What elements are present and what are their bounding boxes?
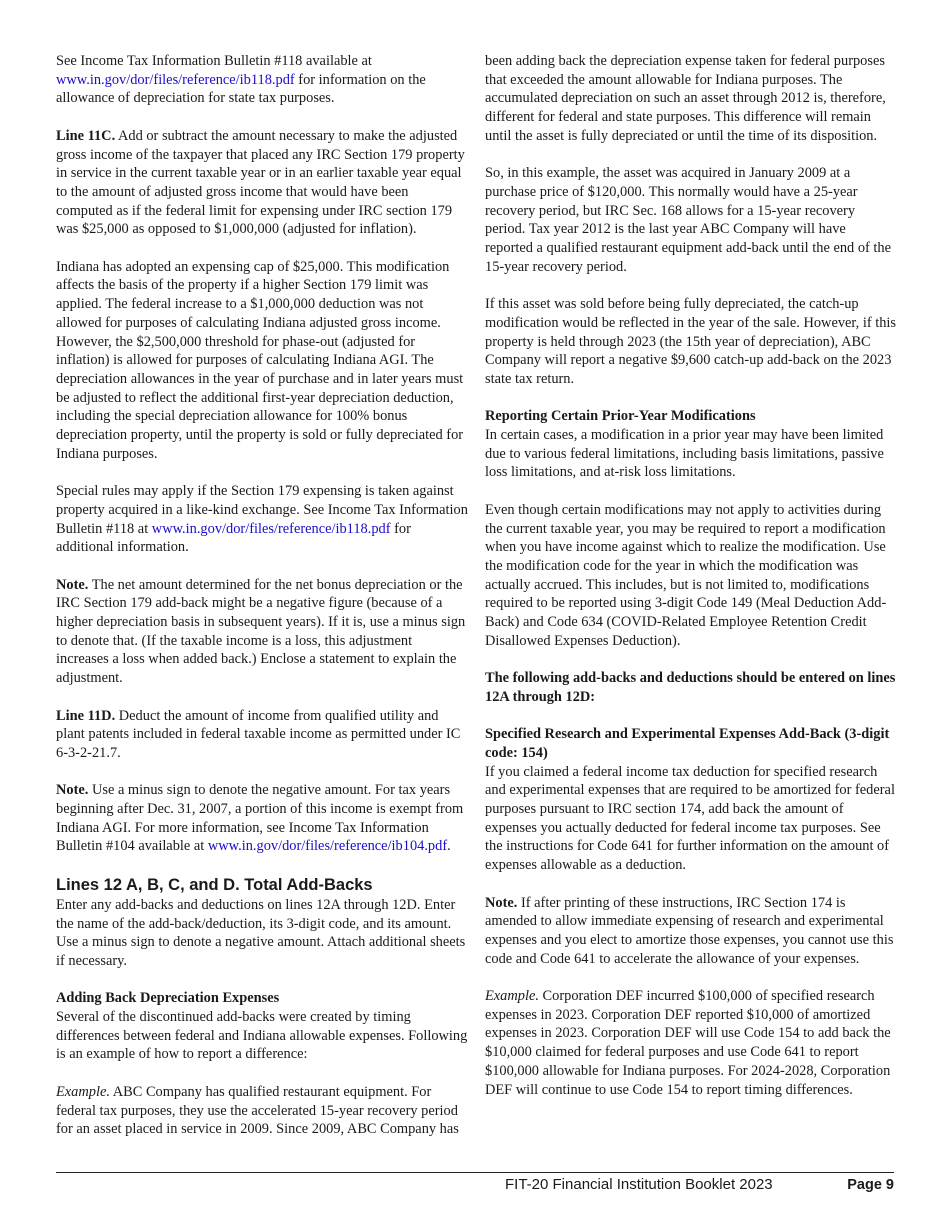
line-11d-paragraph: Line 11D. Deduct the amount of income from qualified utility and plant patents included in federal taxable income as permitted under IC 6-3-2-21.7. (56, 707, 461, 761)
example-abc-paragraph: Example. ABC Company has qualified restaurant equipment. For federal tax purposes, they use the accelerated 15-year recovery period for an asset placed in service in 2009. Since 2009, ABC Company has (56, 1083, 459, 1138)
note-section-174: Note. If after printing of these instructions, IRC Section 174 is amended to allow immediate expensing of research and experimental expenses and you elect to amortize those expenses, you cannot use this code and Code 641 to accelerate the allowance of your expenses. (485, 894, 894, 967)
add-backs-intro: The following add-backs and deductions should be entered on lines 12A through 12D: (485, 670, 896, 705)
footer-divider (56, 1172, 894, 1173)
expensing-cap-paragraph: Indiana has adopted an expensing cap of $25,000. This modification affects the basis of the property if a higher Section 179 limit was applied. The federal increase to a $1,000,000 deduction was not allowed for purposes of calculating Indiana adjusted gross income. However, the $2,500,000 threshold for phase-out (adjusted for inflation) is allowed for purposes of calculating Indiana AGI. The depreciation allowances in the year of purchase and in later years must be adjusted to reflect the additional first-year depreciation deduction, including the special depreciation allowance for 100% bonus depreciation property, until the property is sold or fully depreciated for Indiana purposes. (56, 258, 464, 462)
page-number: Page 9 (847, 1177, 894, 1193)
modification-code-paragraph: Even though certain modifications may not apply to activities during the current taxable year, you may be required to report a modification when you have income against which to realize the modification. Use the modification code for the year in which the modification was actually accrued. This includes, but is not limited to, modifications required to be reported using 3-digit Code 149 (Meal Deduction Add-Back) and Code 634 (COVID-Related Employee Retention Credit Disallowed Expenses Deduction). (485, 501, 887, 649)
example-def-paragraph: Example. Corporation DEF incurred $100,000 of specified research expenses in 2023. Corporation DEF reported $10,000 of amortized expenses in 2023. Corporation DEF will use Code 154 to add back the $10,000 claimed for federal purposes and use Code 641 to report $100,000 allowable for Indiana purposes. For 2024-2028, Corporation DEF will continue to use Code 154 to report timing differences. (485, 988, 891, 1098)
left-column (56, 52, 468, 1139)
continuation-paragraph: been adding back the depreciation expense taken for federal purposes that exceeded the amount allowable for Indiana purposes. The accumulated depreciation on such an asset through 2012 is, therefore, different for federal and state purposes. This difference will remain until the asset is fully depreciated or until the time of its disposition. (485, 53, 886, 144)
note-label: Note. (56, 782, 89, 799)
lines-12-paragraph: Enter any add-backs and deductions on lines 12A through 12D. Enter the name of the add-back/deduction, its 3-digit code, and its amount. Use a minus sign to denote a negative amount. Attach additional sheets if necessary. (56, 896, 466, 969)
ib118-link-2[interactable]: www.in.gov/dor/files/reference/ib118.pdf (151, 520, 391, 537)
asset-sold-paragraph: If this asset was sold before being fully depreciated, the catch-up modification would be reflected in the year of the sale. However, if this property is held through 2023 (the 15th year of depreciation), ABC Company will report a negative $9,600 catch-up add-back on the 2023 state tax return. (485, 296, 897, 387)
special-rules-paragraph: Special rules may apply if the Section 179 expensing is taken against property acquired in a like-kind exchange. See Income Tax Information Bulletin #118 at www.in.gov/dor/files/reference/ib118.pdf for additional information. (56, 483, 468, 556)
note-label: Note. (485, 894, 518, 911)
example-label: Example. (485, 988, 539, 1005)
note-label: Note. (56, 576, 89, 593)
footer-booklet-title: FIT-20 Financial Institution Booklet 2023 (505, 1176, 773, 1193)
adding-back-paragraph: Several of the discontinued add-backs were created by timing differences between federal and Indiana allowable expenses. Following is an example of how to report a difference: (56, 1009, 468, 1063)
example-label: Example. (56, 1083, 110, 1100)
right-column (485, 52, 897, 1099)
research-paragraph: If you claimed a federal income tax deduction for specified research and experimental expenses that are required to be amortized for federal purposes pursuant to IRC section 174, add back the amount of expenses you actually deducted for federal income tax purposes. See the instructions for Code 641 for further information on the amount of expenses allowable as a deduction. (485, 763, 895, 874)
line-11c-paragraph: Line 11C. Add or subtract the amount necessary to make the adjusted gross income of the taxpayer that placed any IRC Section 179 property in service in the current taxable year or in an earlier taxable year equal to the amount of adjusted gross income that would have been computed as if the federal limit for expensing under IRC section 179 was $25,000 as opposed to $1,000,000 (adjusted for inflation). (56, 127, 465, 238)
note-patents: Note. Use a minus sign to denote the negative amount. For tax years beginning after Dec. 31, 2007, a portion of this income is exempt from Indiana AGI. For more information, see Income Tax Information Bulletin #104 available at www.in.gov/dor/files/reference/ib104.pdf. (56, 782, 464, 855)
research-heading: Specified Research and Experimental Expenses Add-Back (3-digit code: 154) (485, 726, 890, 761)
line-11d-label: Line 11D. (56, 707, 116, 724)
prior-year-paragraph: In certain cases, a modification in a prior year may have been limited due to various federal limitations, including basis limitations, passive loss limitations, and at-risk loss limitations. (485, 427, 884, 481)
prior-year-heading: Reporting Certain Prior-Year Modifications (485, 408, 756, 425)
lines-12-heading: Lines 12 A, B, C, and D. Total Add-Backs (56, 875, 373, 894)
example-explanation-paragraph: So, in this example, the asset was acquired in January 2009 at a purchase price of $120,000. This normally would have a 25-year recovery period, but IRC Sec. 168 allows for a 15-year recovery period. Tax year 2012 is the last year ABC Company will have reported a qualified restaurant equipment add-back until the end of the 15-year recovery period. (485, 165, 891, 275)
ib118-link[interactable]: www.in.gov/dor/files/reference/ib118.pdf (56, 71, 295, 88)
adding-back-heading: Adding Back Depreciation Expenses (56, 990, 280, 1007)
ib104-link[interactable]: www.in.gov/dor/files/reference/ib104.pdf (207, 838, 448, 855)
note-bonus-depreciation: Note. The net amount determined for the net bonus depreciation or the IRC Section 179 add-back might be a negative figure (because of a higher depreciation basis in subsequent years). If it is, use a minus sign to denote that. (If the taxable income is a loss, this adjustment increases a loss when added back.) Enclose a statement to explain the adjustment. (56, 576, 466, 687)
line-11c-label: Line 11C. (56, 127, 116, 144)
ib118-reference-paragraph: See Income Tax Information Bulletin #118 available at www.in.gov/dor/files/reference/ib118.pdf for information on the allowance of depreciation for state tax purposes. (56, 53, 426, 107)
